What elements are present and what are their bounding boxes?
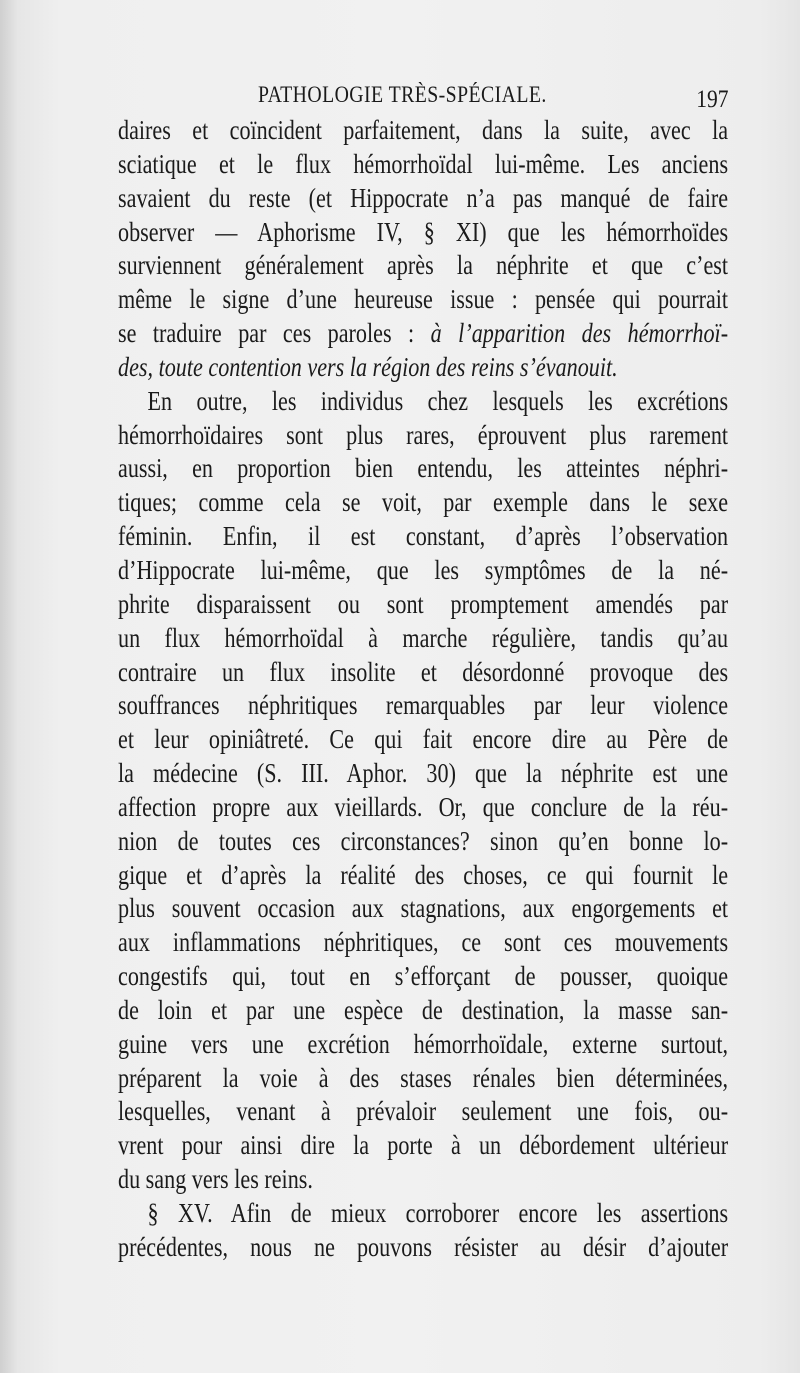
section-start-line: § XV. Afin de mieux corroborer encore les assertions <box>147 1198 729 1228</box>
text-line: hémorrhoïdaires sont plus rares, éprouvent plus rarement <box>118 419 729 450</box>
text-italic-part: à l’apparition des hémorrhoï- <box>430 318 729 349</box>
text-line: la médecine (S. III. Aphor. 30) que la néphrite est une <box>118 758 729 789</box>
text-line: tiques; comme cela se voit, par exemple dans le sexe <box>118 487 729 518</box>
text-line: guine vers une excrétion hémorrhoïdale, externe surtout, <box>118 1028 729 1059</box>
text-line: souffrances néphritiques remarquables par leur violence <box>118 690 729 721</box>
text-line: vrent pour ainsi dire la porte à un débordement ultérieur <box>118 1130 729 1161</box>
text-line: même le signe d’une heureuse issue : pensée qui pourrait <box>118 284 729 315</box>
text-line: plus souvent occasion aux stagnations, aux engorgements et <box>118 893 729 924</box>
text-line: précédentes, nous ne pouvons résister au désir d’ajouter <box>118 1231 729 1262</box>
text-line: nion de toutes ces circonstances? sinon qu’en bonne lo- <box>118 825 729 856</box>
text-line-mixed <box>118 317 728 351</box>
text-line: surviennent généralement après la néphrite et que c’est <box>118 250 729 281</box>
text-line: aussi, en proportion bien entendu, les atteintes néphri- <box>118 453 729 484</box>
text-line-italic: des, toute contention vers la région des reins s’évanouit. <box>118 351 618 382</box>
text-line: savaient du reste (et Hippocrate n’a pas manqué de faire <box>118 182 729 213</box>
text-line: d’Hippocrate lui-même, que les symptômes de la né- <box>118 554 729 585</box>
text-line: aux inflammations néphritiques, ce sont ces mouvements <box>118 927 729 958</box>
text-line: affection propre aux vieillards. Or, que conclure de la réu- <box>118 791 729 822</box>
text-line: lesquelles, venant à prévaloir seulement une fois, ou- <box>118 1096 729 1127</box>
text-line: un flux hémorrhoïdal à marche régulière, tandis qu’au <box>118 622 729 653</box>
page-number: 197 <box>695 86 728 113</box>
text-line: observer — Aphorisme IV, § XI) que les hémorrhoïdes <box>118 216 729 247</box>
text-line: phrite disparaissent ou sont promptement amendés par <box>118 588 729 619</box>
text-roman-part: se traduire par ces paroles : <box>118 318 431 349</box>
text-line: sciatique et le flux hémorrhoïdal lui-même. Les anciens <box>118 148 729 179</box>
page-header <box>118 82 728 118</box>
text-line: préparent la voie à des stases rénales bien déterminées, <box>118 1062 729 1093</box>
text-line: de loin et par une espèce de destination, la masse san- <box>118 994 729 1025</box>
paragraph-start-line: En outre, les individus chez lesquels les excrétions <box>147 385 729 416</box>
body-text <box>118 114 728 1265</box>
running-title: PATHOLOGIE TRÈS-SPÉCIALE. <box>258 82 547 107</box>
text-line: féminin. Enfin, il est constant, d’après l’observation <box>118 521 729 552</box>
text-line: et leur opiniâtreté. Ce qui fait encore dire au Père de <box>118 724 729 755</box>
text-line: congestifs qui, tout en s’efforçant de pousser, quoique <box>118 961 729 992</box>
text-line: gique et d’après la réalité des choses, ce qui fournit le <box>118 859 729 890</box>
text-line: daires et coïncident parfaitement, dans la suite, avec la <box>118 115 729 145</box>
text-line: contraire un flux insolite et désordonné provoque des <box>118 656 729 687</box>
paragraph-end-line: du sang vers les reins. <box>118 1164 313 1195</box>
